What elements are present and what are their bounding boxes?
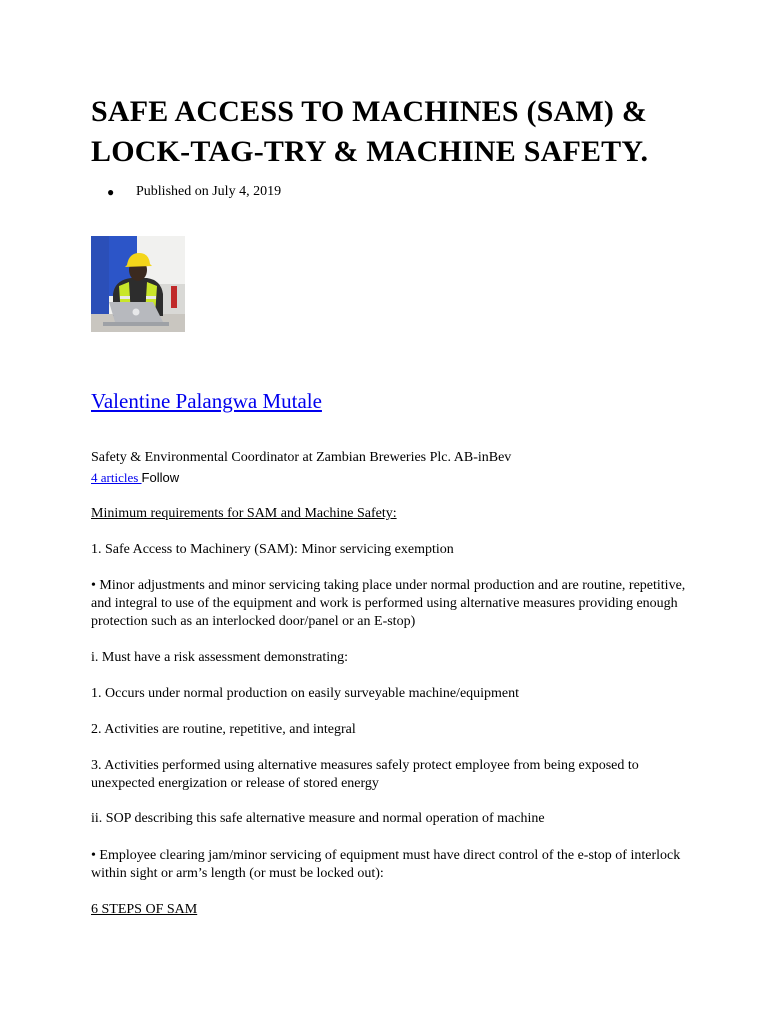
paragraph-alternative-measures: 3. Activities performed using alternative measures safely protect employee from being exposed to unexpected energization or release of stored energy	[91, 758, 639, 791]
paragraph-sop: ii. SOP describing this safe alternative measure and normal operation of machine	[91, 811, 545, 826]
author-photo-icon	[91, 236, 185, 332]
author-avatar[interactable]	[91, 236, 185, 332]
follow-button[interactable]: Follow	[141, 470, 180, 485]
paragraph-normal-production: 1. Occurs under normal production on easily surveyable machine/equipment	[91, 686, 520, 701]
articles-count-link[interactable]: 4 articles	[91, 470, 142, 485]
author-meta	[91, 469, 179, 487]
paragraph-minor-adjustments: • Minor adjustments and minor servicing taking place under normal production and are routine, repetitive, and integral to use of the equipment and work is performed using alternative measures providing enough protection such as an interlocked door/panel or an E-stop)	[91, 578, 686, 629]
author-role: Safety & Environmental Coordinator at Zambian Breweries Plc. AB-inBev	[91, 450, 512, 465]
author-name-link[interactable]: Valentine Palangwa Mutale	[91, 389, 322, 413]
published-date: Published on July 4, 2019	[136, 184, 282, 199]
bullet-icon: ●	[107, 185, 115, 199]
paragraph-routine-activities: 2. Activities are routine, repetitive, and integral	[91, 722, 356, 737]
section-heading-six-steps: 6 STEPS OF SAM	[91, 902, 198, 917]
article-title: SAFE ACCESS TO MACHINES (SAM) & LOCK-TAG-TRY & MACHINE SAFETY.	[91, 95, 649, 168]
paragraph-risk-assessment: i. Must have a risk assessment demonstrating:	[91, 650, 349, 665]
paragraph-employee-control: • Employee clearing jam/minor servicing of equipment must have direct control of the e-stop of interlock within sight or arm’s length (or must be locked out):	[91, 848, 681, 881]
paragraph-sam-exemption: 1. Safe Access to Machinery (SAM): Minor servicing exemption	[91, 542, 454, 557]
section-heading-minimum-requirements: Minimum requirements for SAM and Machine Safety:	[91, 506, 397, 521]
